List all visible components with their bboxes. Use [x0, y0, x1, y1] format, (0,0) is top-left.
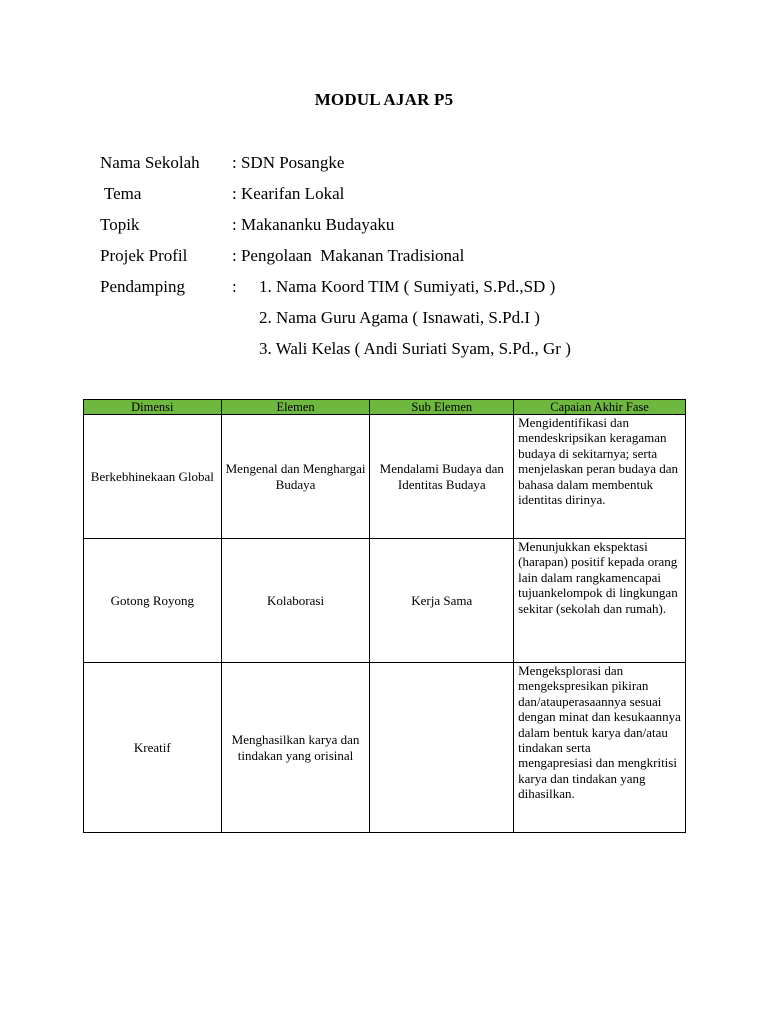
table-row — [84, 663, 686, 833]
cell-elemen: Mengenal dan Menghargai Budaya — [221, 415, 370, 539]
info-label: Tema — [100, 184, 142, 203]
table-row — [84, 415, 686, 539]
cell-capaian — [514, 415, 686, 539]
info-value: : Pengolaan Makanan Tradisional — [232, 246, 465, 265]
info-value: : Kearifan Lokal — [232, 184, 345, 203]
info-value: : Makananku Budayaku — [232, 215, 395, 234]
info-label: Projek Profil — [100, 246, 188, 265]
header-capaian: Capaian Akhir Fase — [514, 400, 686, 415]
info-row-topik — [100, 214, 395, 236]
cell-dimensi: Berkebhinekaan Global — [84, 415, 222, 539]
capaian-text: Mengidentifikasi dan mendeskripsikan keragaman budaya di sekitarnya; serta menjelaskan peran budaya dan bahasa dalam membentuk identitas dirinya. — [518, 415, 679, 508]
info-row-nama-sekolah — [100, 152, 345, 174]
info-label: Nama Sekolah — [100, 153, 200, 172]
info-row-tema — [100, 183, 345, 205]
cell-sub-elemen: Mendalami Budaya dan Identitas Budaya — [370, 415, 514, 539]
cell-elemen: Menghasilkan karya dan tindakan yang orisinal — [221, 663, 370, 833]
info-row-pendamping — [100, 276, 237, 298]
info-value: : SDN Posangke — [232, 153, 345, 172]
info-row-projek-profil — [100, 245, 465, 267]
cell-sub-elemen: Kerja Sama — [370, 539, 514, 663]
header-sub-elemen: Sub Elemen — [370, 400, 514, 415]
modul-table — [83, 399, 686, 833]
pendamping-item: 2. Nama Guru Agama ( Isnawati, S.Pd.I ) — [259, 308, 540, 327]
info-label: Pendamping — [100, 277, 185, 296]
info-value: : — [232, 277, 237, 296]
header-dimensi: Dimensi — [84, 400, 222, 415]
cell-dimensi: Gotong Royong — [84, 539, 222, 663]
pendamping-item: 3. Wali Kelas ( Andi Suriati Syam, S.Pd., Gr ) — [259, 339, 571, 358]
pendamping-item: 1. Nama Koord TIM ( Sumiyati, S.Pd.,SD ) — [259, 277, 556, 296]
table-header-row — [84, 400, 686, 415]
cell-elemen: Kolaborasi — [221, 539, 370, 663]
cell-sub-elemen — [370, 663, 514, 833]
document-title: MODUL AJAR P5 — [314, 90, 454, 109]
capaian-text: Menunjukkan ekspektasi (harapan) positif kepada orang lain dalam rangkamencapai tujuankelompok di lingkungan sekitar (sekolah dan rumah). — [518, 539, 678, 616]
cell-dimensi: Kreatif — [84, 663, 222, 833]
capaian-text: Mengeksplorasi dan mengekspresikan pikiran dan/atauperasaannya sesuai dengan minat dan kesukaannya dalam bentuk karya dan/atau tindakan serta mengapresiasi dan mengkritisi karya dan tindakan yang dihasilkan. — [518, 663, 681, 802]
cell-capaian — [514, 539, 686, 663]
table-row — [84, 539, 686, 663]
cell-capaian — [514, 663, 686, 833]
info-label: Topik — [100, 215, 140, 234]
header-elemen: Elemen — [221, 400, 370, 415]
